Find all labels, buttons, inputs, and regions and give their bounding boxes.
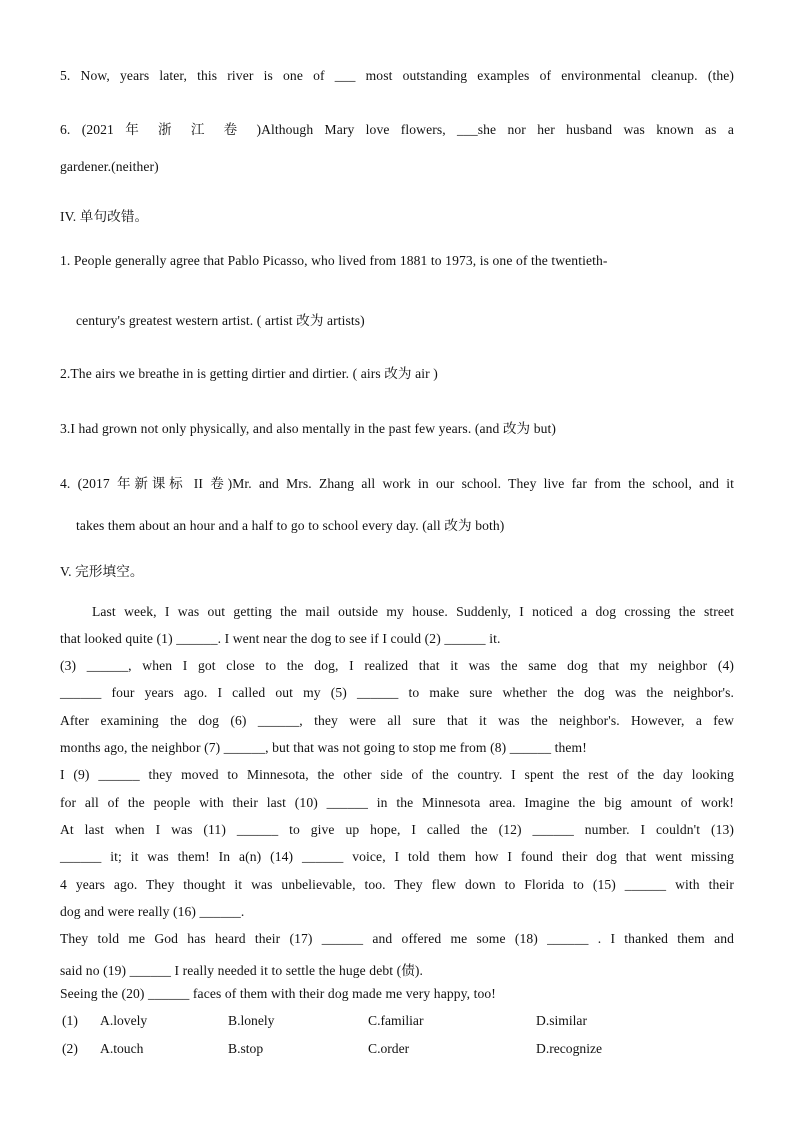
correction-3: 3.I had grown not only physically, and also mentally in the past few years. (and 改为 but) (60, 421, 557, 436)
cloze-line: ______ four years ago. I called out my (5) ______ to make sure whether the dog was the neighbor's. (60, 685, 734, 700)
cloze-line: that looked quite (1) ______. I went near the dog to see if I could (2) ______ it. (60, 631, 501, 646)
option-a: A.lovely (100, 1013, 148, 1028)
option-c: C.order (368, 1041, 410, 1056)
cloze-line: At last when I was (11) ______ to give up hope, I called the (12) ______ number. I couldn't (13) (60, 822, 734, 837)
cloze-line: ______ it; it was them! In a(n) (14) ______ voice, I told them how I found their dog that went missing (60, 849, 734, 864)
correction-2: 2.The airs we breathe in is getting dirtier and dirtier. ( airs 改为 air ) (60, 366, 438, 381)
correction-1: 1. People generally agree that Pablo Picasso, who lived from 1881 to 1973, is one of the twentieth- (60, 253, 608, 268)
cloze-line: I (9) ______ they moved to Minnesota, the other side of the country. I spent the rest of the day looking (60, 767, 734, 782)
option-number: (2) (62, 1041, 78, 1056)
option-d: D.recognize (536, 1041, 603, 1056)
cloze-line: Last week, I was out getting the mail outside my house. Suddenly, I noticed a dog crossing the street (92, 604, 734, 619)
option-number: (1) (62, 1013, 78, 1028)
option-a: A.touch (100, 1041, 144, 1056)
question-6-cont: gardener.(neither) (60, 159, 159, 174)
correction-4: 4. (2017 年新课标 II 卷)Mr. and Mrs. Zhang all work in our school. They live far from the school, and it (60, 476, 734, 491)
cloze-line: months ago, the neighbor (7) ______, but that was not going to stop me from (8) ______ them! (60, 740, 587, 755)
cloze-line: (3) ______, when I got close to the dog, I realized that it was the same dog that my neighbor (4) (60, 658, 734, 673)
cloze-line: After examining the dog (6) ______, they were all sure that it was the neighbor's. However, a few (60, 713, 734, 728)
section-iv-heading: IV. 单句改错。 (60, 209, 149, 224)
option-b: B.stop (228, 1041, 264, 1056)
question-5: 5. Now, years later, this river is one of ___ most outstanding examples of environmental cleanup. (the) (60, 68, 734, 83)
cloze-line: They told me God has heard their (17) ______ and offered me some (18) ______ . I thanked them and (60, 931, 734, 946)
section-v-heading: V. 完形填空。 (60, 564, 144, 579)
cloze-line: Seeing the (20) ______ faces of them with their dog made me very happy, too! (60, 986, 496, 1001)
correction-1-cont: century's greatest western artist. ( artist 改为 artists) (76, 313, 365, 328)
option-b: B.lonely (228, 1013, 275, 1028)
cloze-line: 4 years ago. They thought it was unbelievable, too. They flew down to Florida to (15) ______ with their (60, 877, 734, 892)
cloze-line: said no (19) ______ I really needed it to settle the huge debt (债). (60, 963, 424, 978)
cloze-line: dog and were really (16) ______. (60, 904, 245, 919)
correction-4-cont: takes them about an hour and a half to go to school every day. (all 改为 both) (76, 518, 505, 533)
option-c: C.familiar (368, 1013, 424, 1028)
option-d: D.similar (536, 1013, 587, 1028)
cloze-line: for all of the people with their last (10) ______ in the Minnesota area. Imagine the big amount of work! (60, 795, 734, 810)
question-6: 6. (2021 年 浙 江 卷 )Although Mary love flowers, ___she nor her husband was known as a (60, 122, 734, 137)
